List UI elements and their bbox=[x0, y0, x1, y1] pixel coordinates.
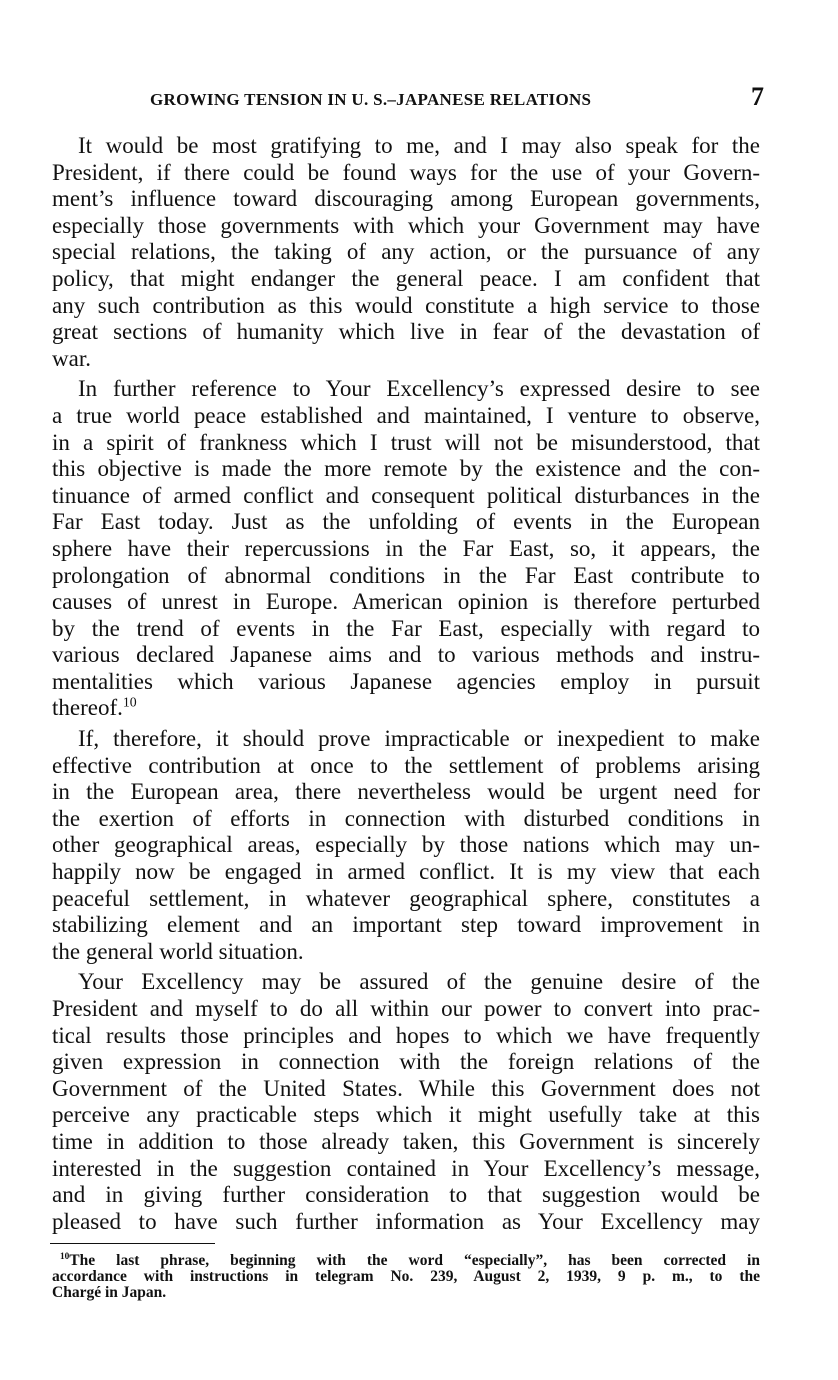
text-line: In further reference to Your Excellency’s expressed desire to see bbox=[78, 376, 760, 402]
text-line: by the trend of events in the Far East, especially with regard to bbox=[52, 615, 760, 641]
paragraph-4 bbox=[52, 969, 760, 1235]
text-line: time in addition to those already taken, this Government is sincerely bbox=[52, 1128, 760, 1154]
text-line: perceive any practicable steps which it might usefully take at this bbox=[52, 1102, 760, 1128]
text-line: effective contribution at once to the settlement of problems arising bbox=[52, 752, 760, 778]
footnote-text: The last phrase, beginning with the word “especially”, has been corrected in bbox=[69, 1252, 760, 1269]
text-line: Government of the United States. While this Government does not bbox=[52, 1075, 760, 1101]
text-line: tical results those principles and hopes to which we have frequently bbox=[52, 1022, 760, 1048]
text-line: in a spirit of frankness which I trust will not be misunderstood, that bbox=[52, 429, 760, 455]
text-line: stabilizing element and an important step toward improvement in bbox=[52, 912, 760, 938]
text-line: given expression in connection with the foreign relations of the bbox=[52, 1049, 760, 1075]
text-line: policy, that might endanger the general peace. I am confident that bbox=[52, 265, 760, 291]
paragraph-1 bbox=[52, 133, 760, 372]
footnote-line: Chargé in Japan. bbox=[52, 1284, 167, 1301]
text-line: President, if there could be found ways for the use of your Govern- bbox=[52, 159, 760, 185]
text-line: this objective is made the more remote by the existence and the con- bbox=[52, 456, 760, 482]
text-line: President and myself to do all within our power to convert into prac- bbox=[52, 996, 760, 1021]
running-title: GROWING TENSION IN U. S.–JAPANESE RELATIONS bbox=[150, 90, 592, 109]
text-line: Far East today. Just as the unfolding of events in the European bbox=[52, 509, 760, 535]
text-line: especially those governments with which your Government may have bbox=[52, 212, 760, 238]
text-line bbox=[52, 695, 760, 722]
text-line: the general world situation. bbox=[52, 938, 304, 964]
text-line: war. bbox=[52, 345, 91, 371]
text-line: causes of unrest in Europe. American opinion is therefore perturbed bbox=[52, 589, 760, 615]
text-line: Your Excellency may be assured of the genuine desire of the bbox=[78, 969, 760, 995]
text-line: in the European area, there nevertheless would be urgent need for bbox=[52, 779, 760, 805]
text-line-end: thereof. bbox=[52, 695, 123, 721]
text-line: interested in the suggestion contained in Your Excellency’s message, bbox=[52, 1155, 760, 1181]
text-line: a true world peace established and maintained, I venture to observe, bbox=[52, 402, 760, 428]
body-text bbox=[52, 133, 760, 1239]
text-line: pleased to have such further information as Your Excellency may bbox=[52, 1208, 760, 1234]
text-line: It would be most gratifying to me, and I may also speak for the bbox=[78, 133, 760, 158]
text-line: and in giving further consideration to that suggestion would be bbox=[52, 1182, 760, 1208]
text-line: If, therefore, it should prove impracticable or inexpedient to make bbox=[78, 726, 760, 752]
text-line: tinuance of armed conflict and consequent political disturbances in the bbox=[52, 482, 760, 508]
paragraph-2 bbox=[52, 376, 760, 722]
text-line: special relations, the taking of any action, or the pursuance of any bbox=[52, 239, 760, 265]
text-line: various declared Japanese aims and to various methods and instru- bbox=[52, 642, 760, 668]
text-line: peaceful settlement, in whatever geographical sphere, constitutes a bbox=[52, 885, 760, 911]
footnote-line: accordance with instructions in telegram No. 239, August 2, 1939, 9 p. m., to the bbox=[52, 1268, 760, 1285]
footnote-reference: 10 bbox=[122, 694, 137, 710]
page-number: 7 bbox=[751, 82, 764, 111]
text-line: any such contribution as this would constitute a high service to those bbox=[52, 292, 760, 318]
text-line: mentalities which various Japanese agencies employ in pursuit bbox=[52, 668, 760, 694]
footnote bbox=[52, 1253, 760, 1301]
footnote-rule bbox=[50, 1243, 215, 1244]
running-header bbox=[52, 82, 764, 116]
text-line: other geographical areas, especially by those nations which may un- bbox=[52, 832, 760, 858]
text-line: happily now be engaged in armed conflict. It is my view that each bbox=[52, 859, 760, 885]
text-line: the exertion of efforts in connection with disturbed conditions in bbox=[52, 805, 760, 831]
paragraph-3 bbox=[52, 726, 760, 965]
text-line: prolongation of abnormal conditions in the Far East contribute to bbox=[52, 562, 760, 588]
text-line: sphere have their repercussions in the Far East, so, it appears, the bbox=[52, 535, 760, 561]
text-line: great sections of humanity which live in fear of the devastation of bbox=[52, 319, 760, 345]
text-line: ment’s influence toward discouraging among European governments, bbox=[52, 186, 760, 212]
footnote-line bbox=[52, 1253, 760, 1269]
footnote-marker: 10 bbox=[60, 1251, 70, 1262]
